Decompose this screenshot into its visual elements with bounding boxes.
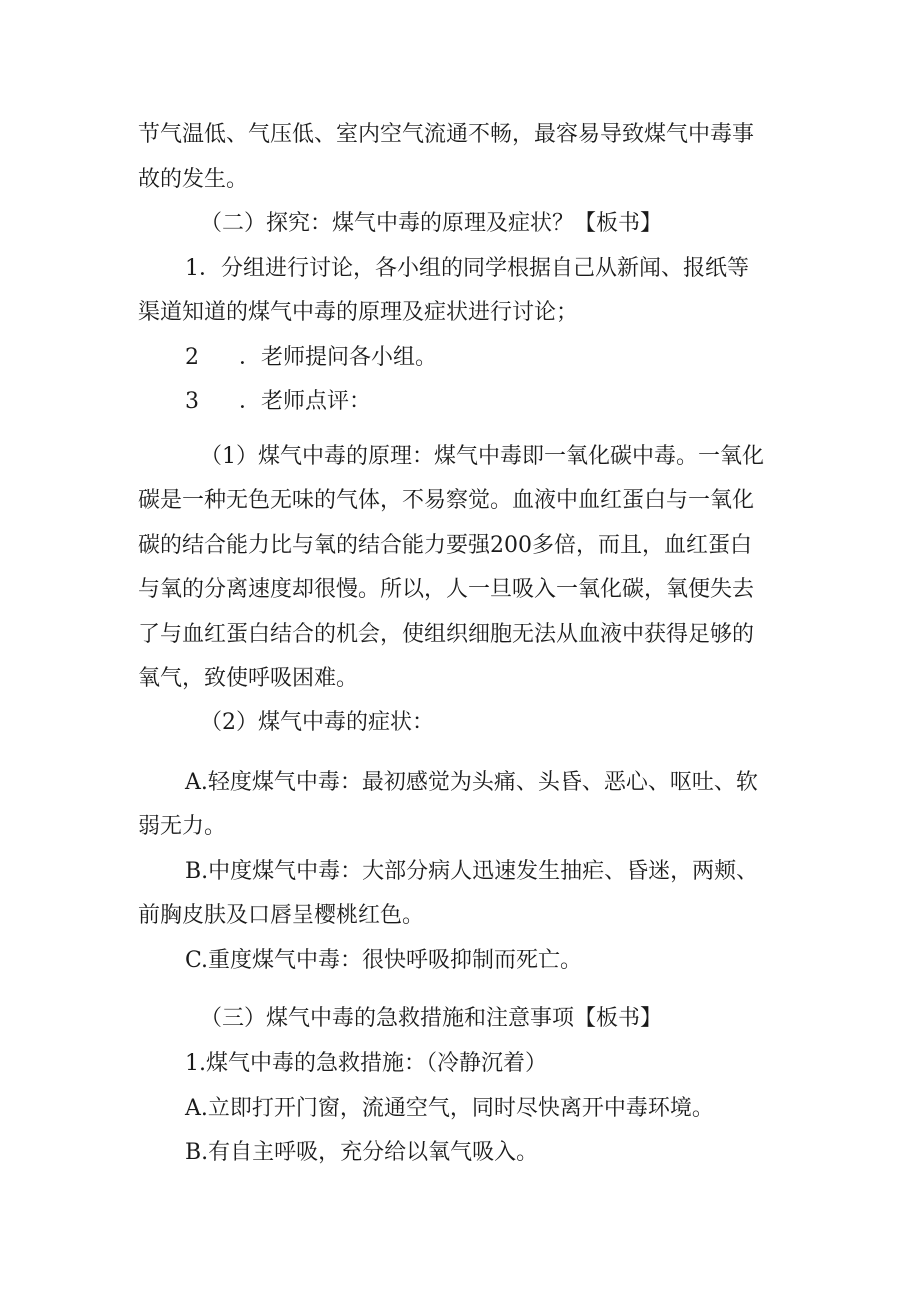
section-heading: （二）探究：煤气中毒的原理及症状？【板书】 <box>200 211 663 236</box>
section-heading: （三）煤气中毒的急救措施和注意事项【板书】 <box>200 1006 663 1031</box>
list-text: ．老师提问各小组。 <box>239 345 438 370</box>
list-item <box>185 388 371 416</box>
list-item: 1.煤气中毒的急救措施：（冷静沉着） <box>185 1051 547 1076</box>
list-number: 2 <box>185 345 199 370</box>
list-item: C.重度煤气中毒：很快呼吸抑制而死亡。 <box>185 948 583 973</box>
list-item: 1．分组进行讨论，各小组的同学根据自己从新闻、报纸等 <box>185 256 749 281</box>
text-line: 节气温低、气压低、室内空气流通不畅，最容易导致煤气中毒事 <box>138 122 755 147</box>
text-line: 碳的结合能力比与氧的结合能力要强200多倍，而且，血红蛋白 <box>138 533 752 558</box>
list-item: B.中度煤气中毒：大部分病人迅速发生抽疟、昏迷，两颊、 <box>185 859 759 884</box>
list-item <box>185 344 437 372</box>
text-line: 故的发生。 <box>138 167 249 192</box>
text-line: 碳是一种无色无味的气体，不易察觉。血液中血红蛋白与一氧化 <box>138 488 755 513</box>
list-item: A.轻度煤气中毒：最初感觉为头痛、头昏、恶心、呕吐、软 <box>185 770 758 795</box>
subsection-heading: （1）煤气中毒的原理：煤气中毒即一氧化碳中毒。一氧化 <box>200 444 764 469</box>
subsection-heading: （2）煤气中毒的症状： <box>200 710 434 735</box>
text-line: 与氧的分离速度却很慢。所以，人一旦吸入一氧化碳，氧便失去 <box>138 577 755 602</box>
list-item: A.立即打开门窗，流通空气，同时尽快离开中毒环境。 <box>185 1096 714 1121</box>
list-text: ．老师点评： <box>239 389 372 414</box>
text-line: 了与血红蛋白结合的机会，使组织细胞无法从血液中获得足够的 <box>138 622 755 647</box>
text-line: 氧气，致使呼吸困难。 <box>138 666 359 691</box>
list-item: B.有自主呼吸，充分给以氧气吸入。 <box>185 1140 539 1165</box>
list-number: 3 <box>185 389 199 414</box>
text-line: 弱无力。 <box>138 814 227 839</box>
text-line: 渠道知道的煤气中毒的原理及症状进行讨论； <box>138 300 579 325</box>
text-line: 前胸皮肤及口唇呈樱桃红色。 <box>138 903 425 928</box>
